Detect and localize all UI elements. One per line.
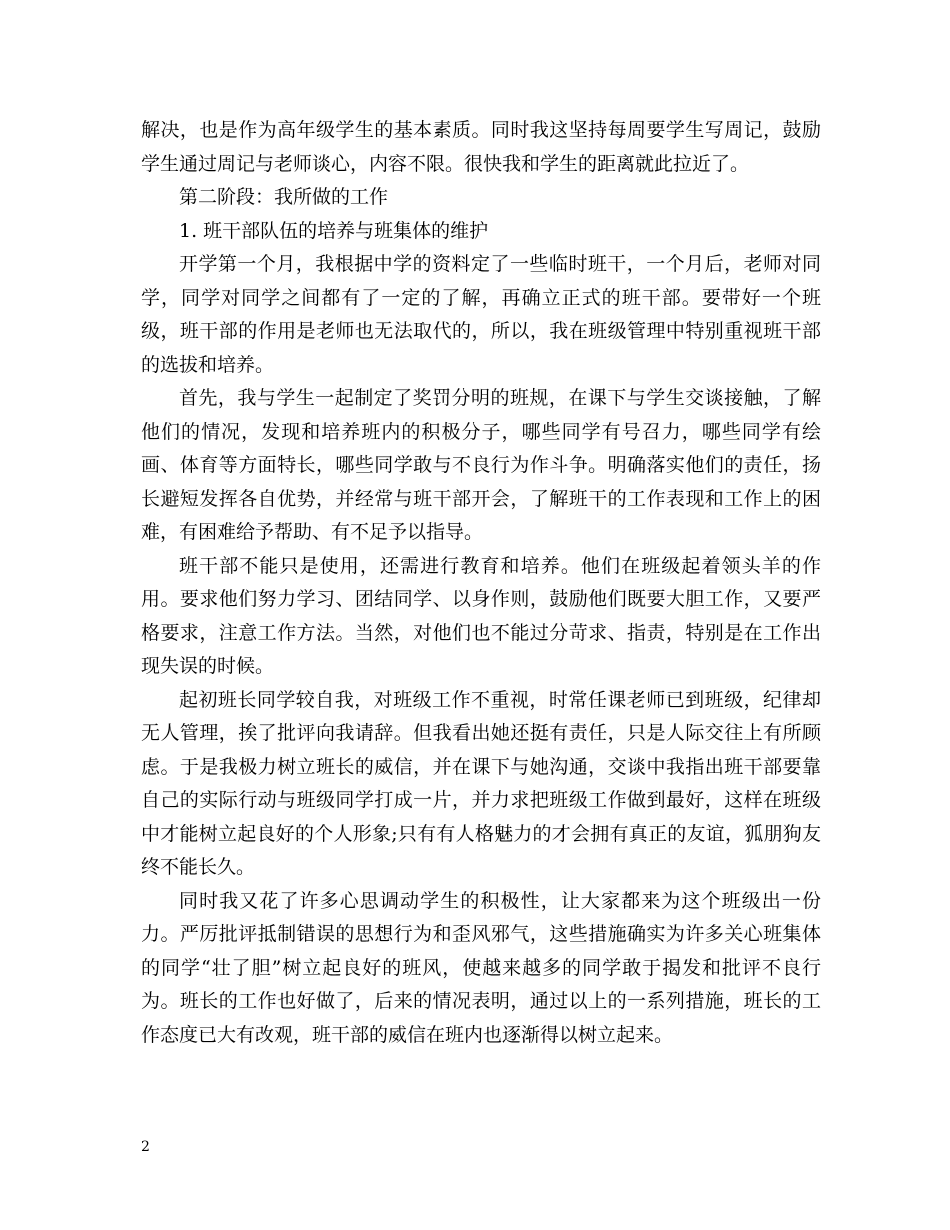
paragraph: 首先，我与学生一起制定了奖罚分明的班规，在课下与学生交谈接触，了解他们的情况，发现和培养班内的积极分子，哪些同学有号召力，哪些同学有绘画、体育等方面特长，哪些同学敢与不良行为作斗争。明确落实他们的责任，扬长避短发挥各自优势，并经常与班干部开会，了解班干的工作表现和工作上的困难，有困难给予帮助、有不足予以指导。 xyxy=(141,387,821,543)
paragraph: 班干部不能只是使用，还需进行教育和培养。他们在班级起着领头羊的作用。要求他们努力学习、团结同学、以身作则，鼓励他们既要大胆工作，又要严格要求，注意工作方法。当然，对他们也不能过分苛求、指责，特别是在工作出现失误的时候。 xyxy=(141,554,821,677)
paragraph-continuation: 解决，也是作为高年级学生的基本素质。同时我这坚持每周要学生写周记，鼓励学生通过周记与老师谈心，内容不限。很快我和学生的距离就此拉近了。 xyxy=(141,119,821,175)
paragraph: 起初班长同学较自我，对班级工作不重视，时常任课老师已到班级，纪律却无人管理，挨了批评向我请辞。但我看出她还挺有责任，只是人际交往上有所顾虑。于是我极力树立班长的威信，并在课下与她沟通，交谈中我指出班干部要靠自己的实际行动与班级同学打成一片，并力求把班级工作做到最好，这样在班级中才能树立起良好的个人形象;只有有人格魅力的才会拥有真正的友谊，狐朋狗友终不能长久。 xyxy=(141,688,821,878)
page-number: 2 xyxy=(141,1139,150,1155)
document-body xyxy=(141,114,821,1052)
paragraph: 开学第一个月，我根据中学的资料定了一些临时班干，一个月后，老师对同学，同学对同学之间都有了一定的了解，再确立正式的班干部。要带好一个班级，班干部的作用是老师也无法取代的，所以，我在班级管理中特别重视班干部的选拔和培养。 xyxy=(141,253,821,376)
section-heading: 第二阶段：我所做的工作 xyxy=(179,186,389,208)
subsection-heading: 1. 班干部队伍的培养与班集体的维护 xyxy=(179,219,489,242)
paragraph: 同时我又花了许多心思调动学生的积极性，让大家都来为这个班级出一份力。严厉批评抵制错误的思想行为和歪风邪气，这些措施确实为许多关心班集体的同学“壮了胆”树立起良好的班风，使越来越多的同学敢于揭发和批评不良行为。班长的工作也好做了，后来的情况表明，通过以上的一系列措施，班长的工作态度已大有改观，班干部的威信在班内也逐渐得以树立起来。 xyxy=(141,889,821,1046)
